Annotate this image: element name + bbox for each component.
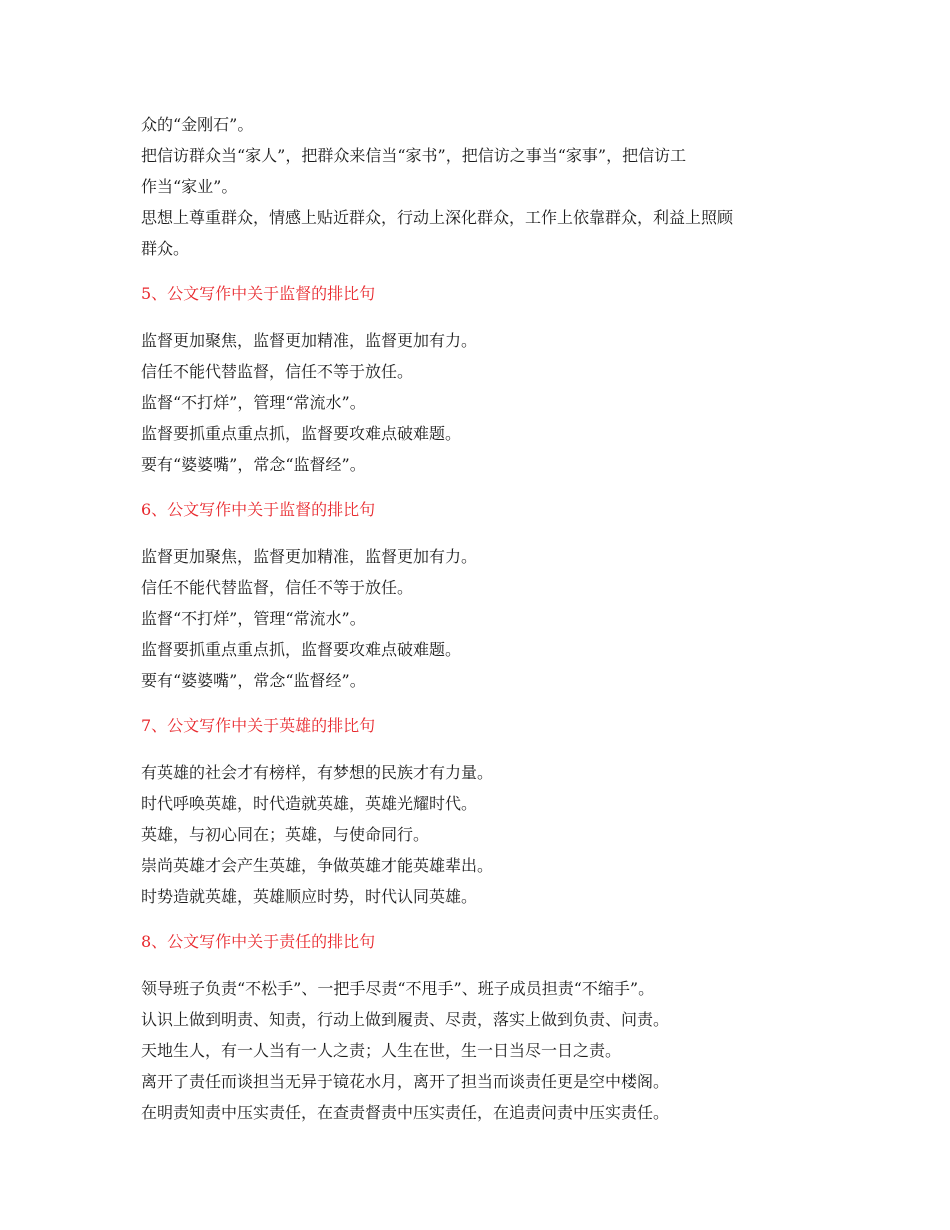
body-line: 监督“不打烊”，管理“常流水”。 <box>141 609 366 628</box>
section-heading: 8、公文写作中关于责任的排比句 <box>141 932 376 951</box>
body-line: 把信访群众当“家人”，把群众来信当“家书”，把信访之事当“家事”，把信访工 <box>141 146 687 165</box>
body-line: 思想上尊重群众，情感上贴近群众，行动上深化群众，工作上依靠群众，利益上照顾 <box>141 208 734 227</box>
body-line: 时势造就英雄，英雄顺应时势，时代认同英雄。 <box>141 887 478 906</box>
section-heroes-7 <box>141 710 821 912</box>
body-line: 要有“婆婆嘴”，常念“监督经”。 <box>141 671 366 690</box>
body-line: 天地生人，有一人当有一人之责；人生在世，生一日当尽一日之责。 <box>141 1041 622 1060</box>
body-line: 认识上做到明责、知责，行动上做到履责、尽责，落实上做到负责、问责。 <box>141 1010 670 1029</box>
body-line: 监督“不打烊”，管理“常流水”。 <box>141 393 366 412</box>
body-line: 领导班子负责“不松手”、一把手尽责“不甩手”、班子成员担责“不缩手”。 <box>141 979 655 998</box>
body-line: 离开了责任而谈担当无异于镜花水月，离开了担当而谈责任更是空中楼阁。 <box>141 1072 670 1091</box>
section-heading: 7、公文写作中关于英雄的排比句 <box>141 716 376 735</box>
body-line: 监督要抓重点重点抓，监督要攻难点破难题。 <box>141 640 462 659</box>
document-page <box>141 109 821 1128</box>
body-line: 众的“金刚石”。 <box>141 115 254 134</box>
body-line: 要有“婆婆嘴”，常念“监督经”。 <box>141 455 366 474</box>
body-line: 监督更加聚焦，监督更加精准，监督更加有力。 <box>141 331 478 350</box>
body-line: 群众。 <box>141 239 190 258</box>
body-line: 时代呼唤英雄，时代造就英雄，英雄光耀时代。 <box>141 794 478 813</box>
intro-paragraph <box>141 109 821 264</box>
body-line: 监督更加聚焦，监督更加精准，监督更加有力。 <box>141 547 478 566</box>
body-line: 作当“家业”。 <box>141 177 238 196</box>
body-line: 崇尚英雄才会产生英雄，争做英雄才能英雄辈出。 <box>141 856 494 875</box>
section-heading: 5、公文写作中关于监督的排比句 <box>141 284 376 303</box>
section-responsibility-8 <box>141 926 821 1128</box>
body-line: 信任不能代替监督，信任不等于放任。 <box>141 362 414 381</box>
body-line: 信任不能代替监督，信任不等于放任。 <box>141 578 414 597</box>
body-line: 有英雄的社会才有榜样，有梦想的民族才有力量。 <box>141 763 494 782</box>
section-supervision-6 <box>141 494 821 696</box>
body-line: 英雄，与初心同在；英雄，与使命同行。 <box>141 825 430 844</box>
body-line: 监督要抓重点重点抓，监督要攻难点破难题。 <box>141 424 462 443</box>
body-line: 在明责知责中压实责任，在查责督责中压实责任，在追责问责中压实责任。 <box>141 1103 670 1122</box>
section-supervision-5 <box>141 278 821 480</box>
section-heading: 6、公文写作中关于监督的排比句 <box>141 500 376 519</box>
